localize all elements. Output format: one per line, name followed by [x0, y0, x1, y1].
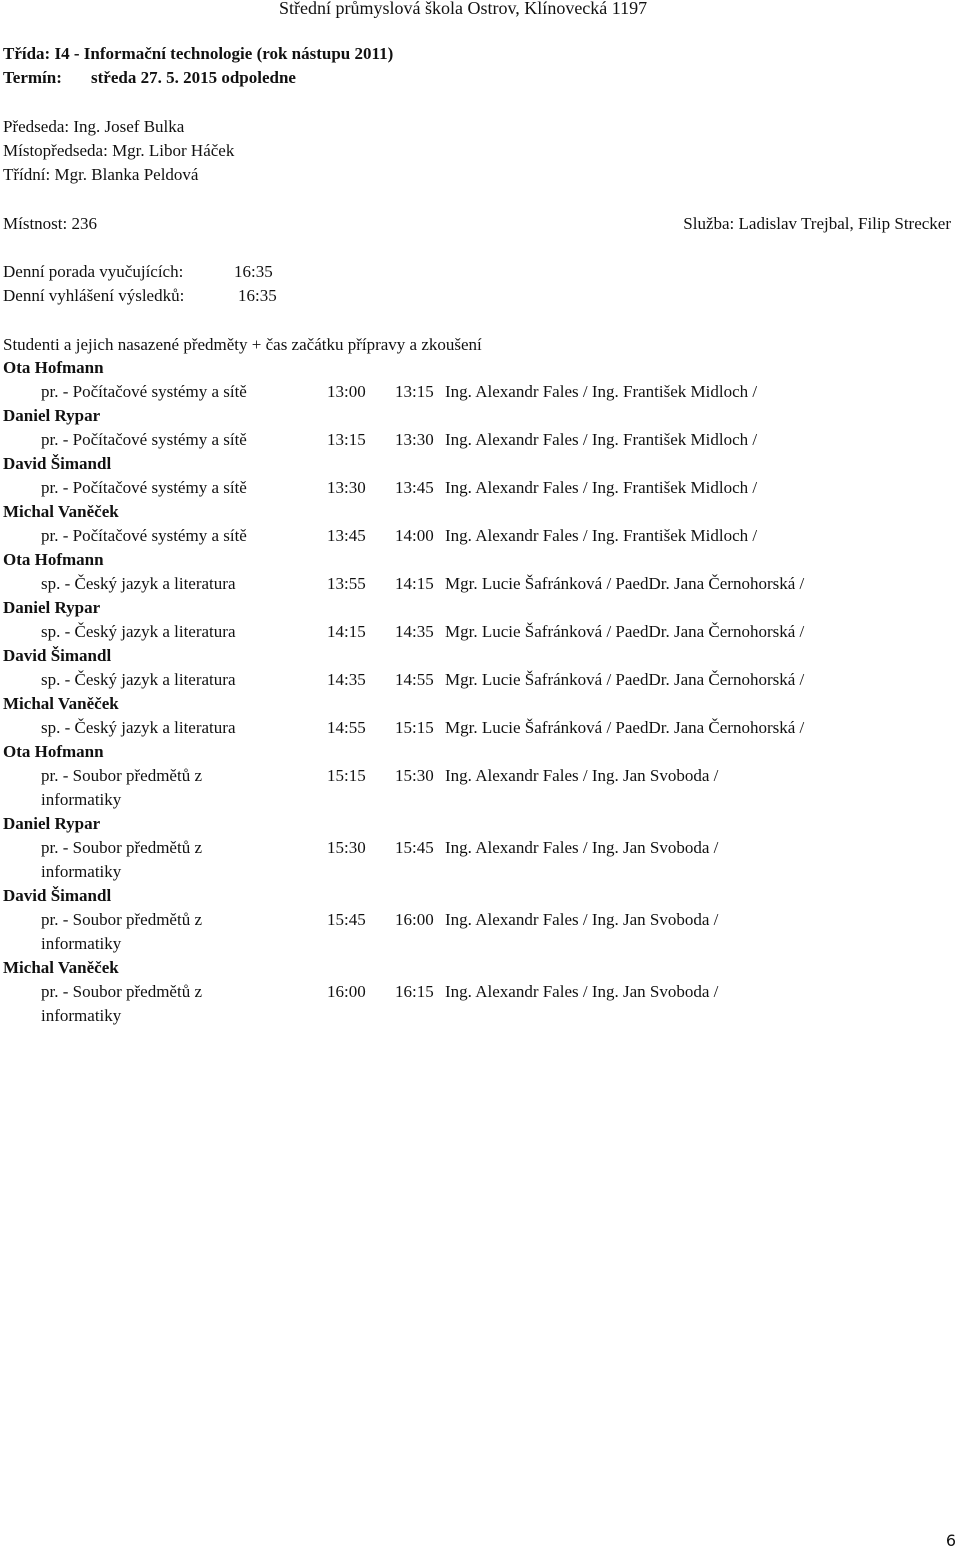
student-name: Daniel Rypar — [3, 406, 101, 425]
schedule-entry — [3, 404, 903, 452]
schedule-entry — [3, 812, 903, 884]
student-name: Ota Hofmann — [3, 550, 104, 569]
exam-row — [3, 524, 903, 548]
results-line — [3, 284, 277, 308]
subject: pr. - Počítačové systémy a sítě — [41, 382, 247, 401]
schedule-entry — [3, 884, 903, 956]
exam-row — [3, 572, 903, 596]
end-time: 14:35 — [395, 622, 434, 641]
end-time: 15:15 — [395, 718, 434, 737]
exam-row — [3, 908, 903, 956]
service: Služba: Ladislav Trejbal, Filip Strecker — [683, 214, 951, 233]
student-name: Daniel Rypar — [3, 598, 101, 617]
chair: Předseda: Ing. Josef Bulka — [3, 117, 185, 136]
schedule-entry — [3, 692, 903, 740]
start-time: 15:30 — [327, 838, 366, 857]
subject: pr. - Soubor předmětů z informatiky — [41, 982, 202, 1025]
students-heading: Studenti a jejich nasazené předměty + čas začátku přípravy a zkoušení — [3, 335, 482, 354]
exam-row — [3, 764, 903, 812]
subject: pr. - Soubor předmětů z informatiky — [41, 910, 202, 953]
start-time: 13:15 — [327, 430, 366, 449]
daily-meeting-time: 16:35 — [234, 262, 273, 281]
school-header: Střední průmyslová škola Ostrov, Klínovecká 1197 — [279, 0, 648, 18]
subject: pr. - Počítačové systémy a sítě — [41, 478, 247, 497]
end-time: 14:15 — [395, 574, 434, 593]
student-name: Michal Vaněček — [3, 502, 119, 521]
start-time: 15:15 — [327, 766, 366, 785]
end-time: 13:30 — [395, 430, 434, 449]
schedule-entry — [3, 500, 903, 548]
exam-row — [3, 668, 903, 692]
examiners: Mgr. Lucie Šafránková / PaedDr. Jana Černohorská / — [445, 718, 805, 737]
class-line: Třída: I4 - Informační technologie (rok nástupu 2011) — [3, 44, 394, 63]
subject: pr. - Počítačové systémy a sítě — [41, 526, 247, 545]
end-time: 14:00 — [395, 526, 434, 545]
schedule-entry — [3, 452, 903, 500]
examiners: Ing. Alexandr Fales / Ing. Jan Svoboda / — [445, 910, 719, 929]
term-value: středa 27. 5. 2015 odpoledne — [91, 68, 296, 87]
examiners: Ing. Alexandr Fales / Ing. František Midloch / — [445, 478, 758, 497]
examiners: Ing. Alexandr Fales / Ing. František Midloch / — [445, 430, 758, 449]
examiners: Ing. Alexandr Fales / Ing. Jan Svoboda / — [445, 766, 719, 785]
subject: sp. - Český jazyk a literatura — [41, 574, 236, 593]
student-name: Ota Hofmann — [3, 358, 104, 377]
end-time: 16:15 — [395, 982, 434, 1001]
end-time: 13:15 — [395, 382, 434, 401]
examiners: Ing. Alexandr Fales / Ing. Jan Svoboda / — [445, 982, 719, 1001]
exam-schedule — [3, 356, 903, 1028]
exam-row — [3, 980, 903, 1028]
examiners: Mgr. Lucie Šafránková / PaedDr. Jana Černohorská / — [445, 574, 805, 593]
end-time: 14:55 — [395, 670, 434, 689]
schedule-entry — [3, 548, 903, 596]
start-time: 14:55 — [327, 718, 366, 737]
vice-chair: Místopředseda: Mgr. Libor Háček — [3, 141, 235, 160]
schedule-entry — [3, 740, 903, 812]
exam-row — [3, 476, 903, 500]
subject: sp. - Český jazyk a literatura — [41, 718, 236, 737]
end-time: 15:45 — [395, 838, 434, 857]
start-time: 14:35 — [327, 670, 366, 689]
start-time: 13:45 — [327, 526, 366, 545]
subject: pr. - Počítačové systémy a sítě — [41, 430, 247, 449]
subject: sp. - Český jazyk a literatura — [41, 622, 236, 641]
start-time: 16:00 — [327, 982, 366, 1001]
results-label: Denní vyhlášení výsledků: — [3, 286, 185, 305]
exam-row — [3, 428, 903, 452]
room: Místnost: 236 — [3, 214, 97, 233]
subject: sp. - Český jazyk a literatura — [41, 670, 236, 689]
start-time: 15:45 — [327, 910, 366, 929]
examiners: Ing. Alexandr Fales / Ing. František Midloch / — [445, 382, 758, 401]
examiners: Ing. Alexandr Fales / Ing. František Midloch / — [445, 526, 758, 545]
schedule-entry — [3, 356, 903, 404]
examiners: Mgr. Lucie Šafránková / PaedDr. Jana Černohorská / — [445, 670, 805, 689]
student-name: David Šimandl — [3, 886, 112, 905]
end-time: 15:30 — [395, 766, 434, 785]
subject: pr. - Soubor předmětů z informatiky — [41, 838, 202, 881]
daily-meeting-label: Denní porada vyučujících: — [3, 262, 184, 281]
results-time: 16:35 — [238, 286, 277, 305]
start-time: 14:15 — [327, 622, 366, 641]
class-teacher: Třídní: Mgr. Blanka Peldová — [3, 165, 199, 184]
exam-row — [3, 380, 903, 404]
end-time: 16:00 — [395, 910, 434, 929]
schedule-entry — [3, 956, 903, 1028]
student-name: Michal Vaněček — [3, 958, 119, 977]
examiners: Ing. Alexandr Fales / Ing. Jan Svoboda / — [445, 838, 719, 857]
start-time: 13:55 — [327, 574, 366, 593]
daily-meeting-line — [3, 260, 273, 284]
student-name: Ota Hofmann — [3, 742, 104, 761]
exam-row — [3, 836, 903, 884]
start-time: 13:00 — [327, 382, 366, 401]
subject: pr. - Soubor předmětů z informatiky — [41, 766, 202, 809]
exam-row — [3, 716, 903, 740]
schedule-entry — [3, 644, 903, 692]
exam-row — [3, 620, 903, 644]
examiners: Mgr. Lucie Šafránková / PaedDr. Jana Černohorská / — [445, 622, 805, 641]
student-name: David Šimandl — [3, 646, 112, 665]
term-line — [3, 66, 296, 90]
student-name: David Šimandl — [3, 454, 112, 473]
start-time: 13:30 — [327, 478, 366, 497]
end-time: 13:45 — [395, 478, 434, 497]
term-label: Termín: — [3, 68, 62, 87]
page-number: 6 — [945, 1531, 956, 1550]
student-name: Michal Vaněček — [3, 694, 119, 713]
student-name: Daniel Rypar — [3, 814, 101, 833]
schedule-entry — [3, 596, 903, 644]
